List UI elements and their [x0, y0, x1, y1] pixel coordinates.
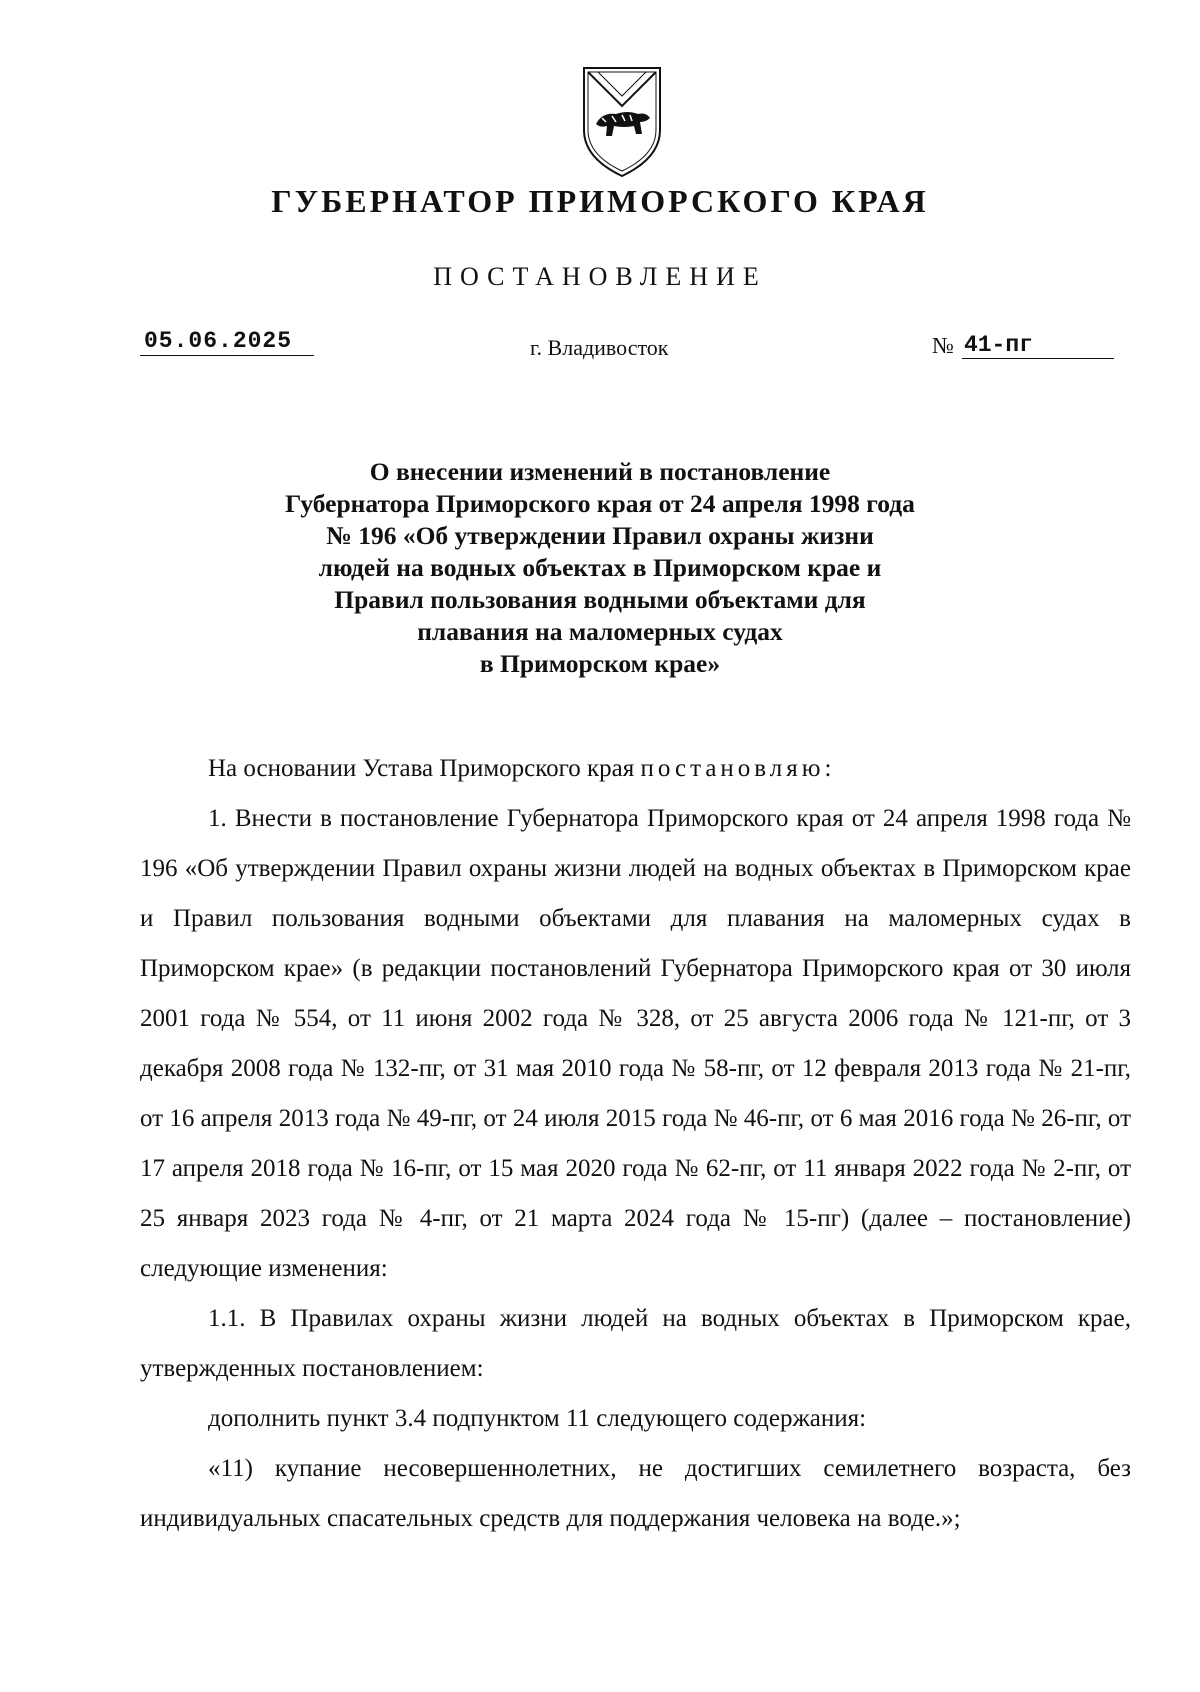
- number-sign: №: [932, 333, 954, 358]
- document-type: ПОСТАНОВЛЕНИЕ: [433, 262, 767, 291]
- subpoint-11-paragraph: «11) купание несовершеннолетних, не достигших семилетнего возраста, без индивидуальных спасательных средств для поддержания человека на воде.»;: [140, 1455, 1131, 1532]
- heading-line: № 196 «Об утверждении Правил охраны жизни: [326, 521, 874, 550]
- document-number: 41-пг: [962, 332, 1114, 359]
- intro-colon: :: [824, 755, 832, 782]
- point-1-paragraph: 1. Внести в постановление Губернатора Приморского края от 24 апреля 1998 года № 196 «Об утверждении Правил охраны жизни людей на водных объектах в Приморском крае и Правил пользования водными объектами для плавания на маломерных судах в Приморском крае» (в редакции постановлений Губернатора Приморского края от 30 июля 2001 года № 554, от 11 июня 2002 года № 328, от 25 августа 2006 года № 121-пг, от 3 декабря 2008 года № 132-пг, от 31 мая 2010 года № 58-пг, от 12 февраля 2013 года № 21-пг, от 16 апреля 2013 года № 49-пг, от 24 июля 2015 года № 46-пг, от 6 мая 2016 года № 26-пг, от 17 апреля 2018 года № 16-пг, от 15 мая 2020 года № 62-пг, от 11 января 2022 года № 2-пг, от 25 января 2023 года № 4-пг, от 21 марта 2024 года № 15-пг) (далее – постановление) следующие изменения:: [140, 805, 1131, 1282]
- intro-resolve-word: постановляю: [640, 755, 825, 782]
- point-1-1-paragraph: 1.1. В Правилах охраны жизни людей на водных объектах в Приморском крае, утвержденных постановлением:: [140, 1305, 1131, 1382]
- document-city: г. Владивосток: [530, 335, 669, 360]
- heading-line: людей на водных объектах в Приморском крае и: [318, 553, 882, 582]
- intro-paragraph: [140, 744, 1131, 794]
- document-number-field: [932, 332, 1114, 359]
- heading-line: плавания на маломерных судах: [417, 617, 783, 646]
- heading-line: Правил пользования водными объектами для: [334, 585, 866, 614]
- heading-line: Губернатора Приморского края от 24 апреля 1998 года: [285, 489, 915, 518]
- intro-text: На основании Устава Приморского края: [208, 755, 641, 782]
- heading-line: в Приморском крае»: [479, 649, 721, 678]
- document-heading: [0, 456, 1200, 680]
- document-date: 05.06.2025: [140, 328, 314, 356]
- supplement-paragraph: дополнить пункт 3.4 подпунктом 11 следующего содержания:: [208, 1405, 867, 1432]
- primorsky-coat-of-arms-emblem: [572, 60, 672, 180]
- governor-title: ГУБЕРНАТОР ПРИМОРСКОГО КРАЯ: [271, 183, 929, 219]
- heading-line: О внесении изменений в постановление: [369, 457, 831, 486]
- document-body: [140, 744, 1131, 1544]
